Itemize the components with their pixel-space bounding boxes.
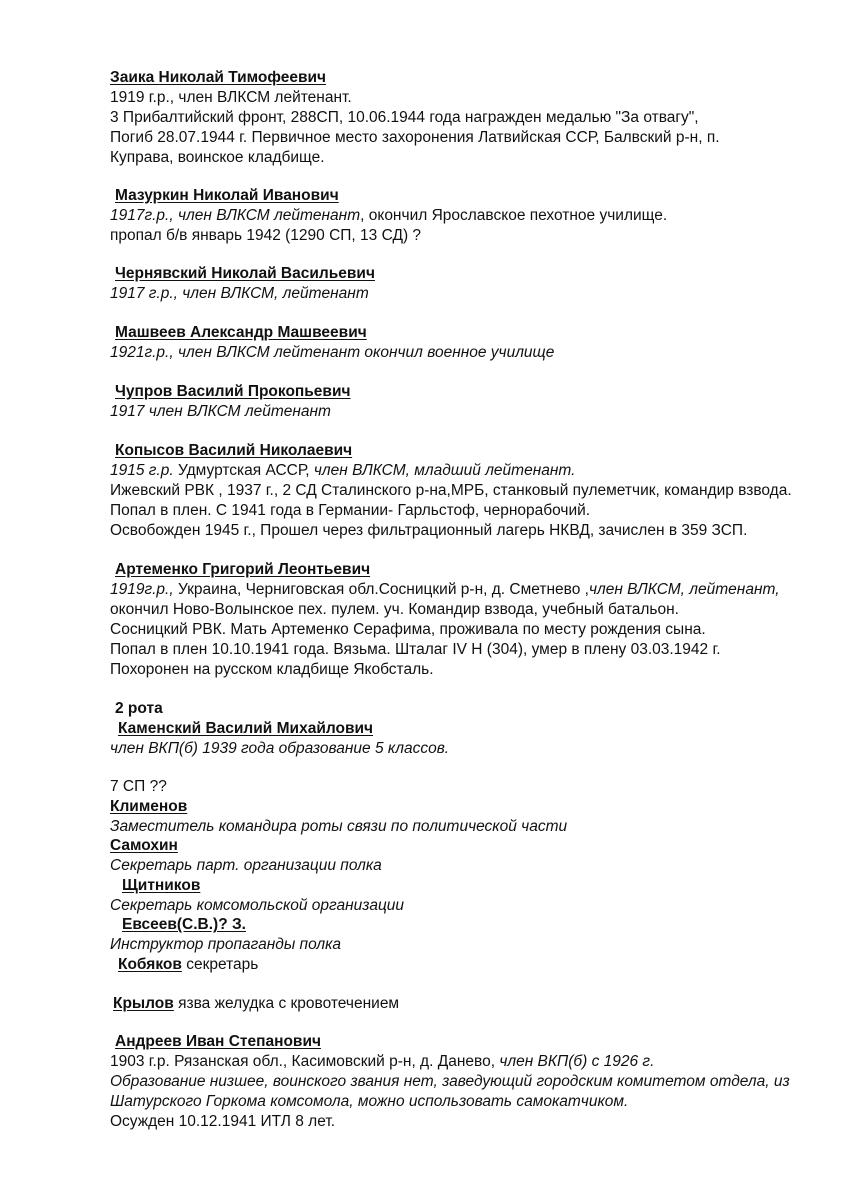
entry-line: Инструктор пропаганды полка — [110, 936, 342, 953]
entry-line: Погиб 28.07.1944 г. Первичное место захоронения Латвийская ССР, Балвский р-н, п. — [110, 129, 720, 146]
entry-name-kobyakov: Кобяков — [118, 956, 182, 973]
entry-line: Похоронен на русском кладбище Якобсталь. — [110, 661, 434, 678]
entry-name-zaika: Заика Николай Тимофеевич — [110, 69, 326, 86]
entry-name-mazurkin: Мазуркин Николай Иванович — [115, 187, 339, 204]
entry-line: Шатурского Горкома комсомола, можно использовать самокатчиком. — [110, 1093, 629, 1110]
entry-line: пропал б/в январь 1942 (1290 СП, 13 СД) ? — [110, 227, 422, 244]
entry-line-rest: секретарь — [181, 956, 259, 973]
entry-line: Секретарь комсомольской организации — [110, 897, 405, 914]
entry-line-italic: 1919г.р., — [110, 581, 174, 598]
entry-line: Осужден 10.12.1941 ИТЛ 8 лет. — [110, 1113, 336, 1130]
entry-name-artemenko: Артеменко Григорий Леонтьевич — [115, 561, 371, 578]
entry-line — [110, 1052, 654, 1072]
entry-line — [118, 955, 258, 975]
entry-line-rest: , окончил Ярославское пехотное училище. — [360, 207, 668, 224]
entry-line: Попал в плен 10.10.1941 года. Вязьма. Шталаг IV H (304), умер в плену 03.03.1942 г. — [110, 641, 721, 658]
entry-name-klimenov: Клименов — [110, 798, 188, 815]
entry-line — [113, 994, 399, 1014]
entry-line — [110, 461, 575, 481]
entry-line-italic: член ВЛКСМ, лейтенант, — [588, 581, 780, 598]
entry-line-italic: член ВКП(б) с 1926 г. — [499, 1053, 655, 1070]
entry-line-rest: язва желудка с кровотечением — [173, 995, 400, 1012]
entry-line-rest: 1903 г.р. Рязанская обл., Касимовский р-н, д. Данево, — [110, 1053, 500, 1070]
entry-name-mashveev: Машвеев Александр Машвеевич — [115, 324, 367, 341]
entry-name-chernyavsky: Чернявский Николай Васильевич — [115, 265, 375, 282]
entry-line: член ВКП(б) 1939 года образование 5 классов. — [110, 740, 450, 757]
entry-line: Ижевский РВК , 1937 г., 2 СД Сталинского р-на,МРБ, станковый пулеметчик, командир взвода. — [110, 482, 792, 499]
entry-line: Секретарь парт. организации полка — [110, 857, 382, 874]
entry-line-italic: 1917г.р., член ВЛКСМ лейтенант — [110, 207, 361, 224]
entry-line: 1921г.р., член ВЛКСМ лейтенант окончил военное училище — [110, 344, 555, 361]
entry-line — [110, 206, 667, 226]
entry-name-andreev: Андреев Иван Степанович — [115, 1033, 321, 1050]
entry-name-kopysov: Копысов Василий Николаевич — [115, 442, 353, 459]
entry-name-samokhin: Самохин — [110, 837, 178, 854]
entry-name-chuprov: Чупров Василий Прокопьевич — [115, 383, 351, 400]
entry-line-rest: Удмуртская АССР, — [173, 462, 314, 479]
entry-line: Заместитель командира роты связи по политической части — [110, 818, 568, 835]
entry-line-italic: член ВЛКСМ, младший лейтенант. — [313, 462, 576, 479]
entry-line: Образование низшее, воинского звания нет, заведующий городским комитетом отдела, из — [110, 1073, 790, 1090]
entry-line: 1917 член ВЛКСМ лейтенант — [110, 403, 331, 420]
entry-line-italic: 1915 г.р. — [110, 462, 174, 479]
entry-line: Освобожден 1945 г., Прошел через фильтрационный лагерь НКВД, зачислен в 359 ЗСП. — [110, 522, 748, 539]
entry-line: 1919 г.р., член ВЛКСМ лейтенант. — [110, 89, 352, 106]
entry-name-kamensky: Каменский Василий Михайлович — [118, 720, 374, 737]
entry-line — [110, 580, 780, 600]
section-heading-7-sp: 7 СП ?? — [110, 778, 167, 795]
entry-name-evseev: Евсеев(С.В.)? З. — [122, 916, 246, 933]
entry-name-krylov: Крылов — [113, 995, 174, 1012]
entry-line-rest: Украина, Черниговская обл.Сосницкий р-н, д. Сметнево , — [173, 581, 589, 598]
entry-name-shchitnikov: Щитников — [122, 877, 201, 894]
entry-line: Сосницкий РВК. Мать Артеменко Серафима, проживала по месту рождения сына. — [110, 621, 706, 638]
entry-line: 3 Прибалтийский фронт, 288СП, 10.06.1944 года награжден медалью "За отвагу", — [110, 109, 699, 126]
entry-line: Куправа, воинское кладбище. — [110, 149, 325, 166]
entry-line: 1917 г.р., член ВЛКСМ, лейтенант — [110, 285, 369, 302]
entry-line: Попал в плен. С 1941 года в Германии- Гарльстоф, чернорабочий. — [110, 502, 591, 519]
section-heading-2-rota: 2 рота — [115, 700, 163, 717]
entry-line: окончил Ново-Волынское пех. пулем. уч. Командир взвода, учебный батальон. — [110, 601, 679, 618]
